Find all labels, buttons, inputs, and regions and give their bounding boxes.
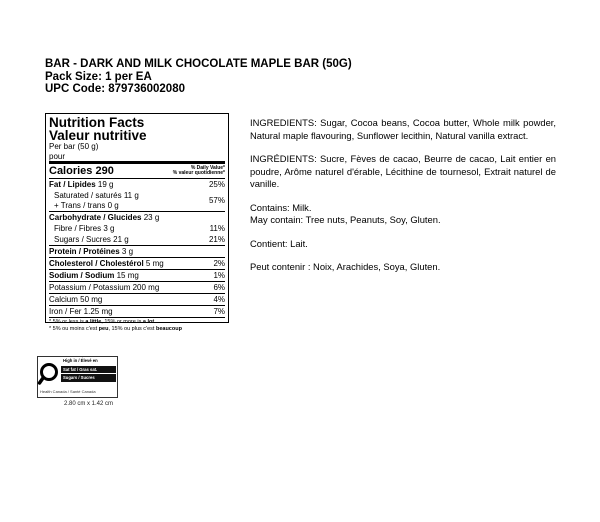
symbol-header: High in / Élevé en [63, 358, 98, 363]
symbol-credit: Health Canada / Santé Canada [40, 389, 96, 394]
nf-footnote: * 5% or less is a little, 15% or more is a lot * 5% ou moins c'est peu, 15% ou plus c'est beaucoup [49, 317, 225, 332]
contains-en: Contains: Milk. [250, 201, 312, 213]
product-title: BAR - DARK AND MILK CHOCOLATE MAPLE BAR (50G) [45, 58, 352, 70]
fat-row: Fat / Lipides 19 g 25% [49, 179, 225, 189]
fibre-row: Fibre / Fibres 3 g 11% [54, 223, 225, 233]
symbol-sat-fat: Sat fat / Gras sat. [61, 366, 116, 374]
front-of-package-symbol [37, 356, 118, 398]
iron-row: Iron / Fer 1.25 mg 7% [49, 306, 225, 316]
sugars-row: Sugars / Sucres 21 g 21% [54, 234, 225, 244]
calories-row [49, 164, 225, 178]
may-contain-fr: Peut contenir : Noix, Arachides, Soya, Gluten. [250, 261, 441, 272]
symbol-dimensions: 2.80 cm x 1.42 cm [64, 401, 114, 407]
calcium-row: Calcium 50 mg 4% [49, 294, 225, 304]
potassium-row: Potassium / Potassium 200 mg 6% [49, 282, 225, 292]
symbol-sugars: Sugars / Sucres [61, 374, 116, 382]
upc-code: UPC Code: 879736002080 [45, 83, 185, 95]
ingredients-en: INGREDIENTS: Sugar, Cocoa beans, Cocoa butter, Whole milk powder, Natural maple flavouring, Sunflower lecithin, Natural vanilla extract. [250, 117, 556, 141]
sat-trans-row: Saturated / saturés 11 g + Trans / trans 0 g 57% [54, 190, 225, 210]
product-header [45, 58, 352, 96]
carb-row: Carbohydrate / Glucides 23 g [49, 211, 225, 223]
contains-fr: Contient: Lait. [250, 237, 308, 249]
sodium-row: Sodium / Sodium 15 mg 1% [49, 270, 225, 280]
protein-row: Protein / Protéines 3 g [49, 245, 225, 257]
may-contain-en: May contain: Tree nuts, Peanuts, Soy, Gluten. [250, 214, 441, 225]
ingredients-panel [250, 117, 556, 285]
serving-size: Per bar (50 g) [49, 142, 99, 151]
calories: Calories 290 [49, 165, 114, 177]
serving-pour: pour [49, 152, 66, 161]
nf-title-en: Nutrition Facts [49, 115, 145, 130]
ingredients-fr: INGRÉDIENTS: Sucre, Fèves de cacao, Beurre de cacao, Lait entier en poudre, Arôme naturel d'érable, Lécithine de tournesol, Extrait naturel de vanille. [250, 153, 556, 189]
nutrition-facts-table [45, 113, 229, 332]
pack-size: Pack Size: 1 per EA [45, 70, 152, 83]
dv-header: % Daily Value* % valeur quotidienne* [172, 164, 225, 176]
cholesterol-row: Cholesterol / Cholestérol 5 mg 2% [49, 258, 225, 268]
nf-title-fr: Valeur nutritive [49, 128, 147, 143]
